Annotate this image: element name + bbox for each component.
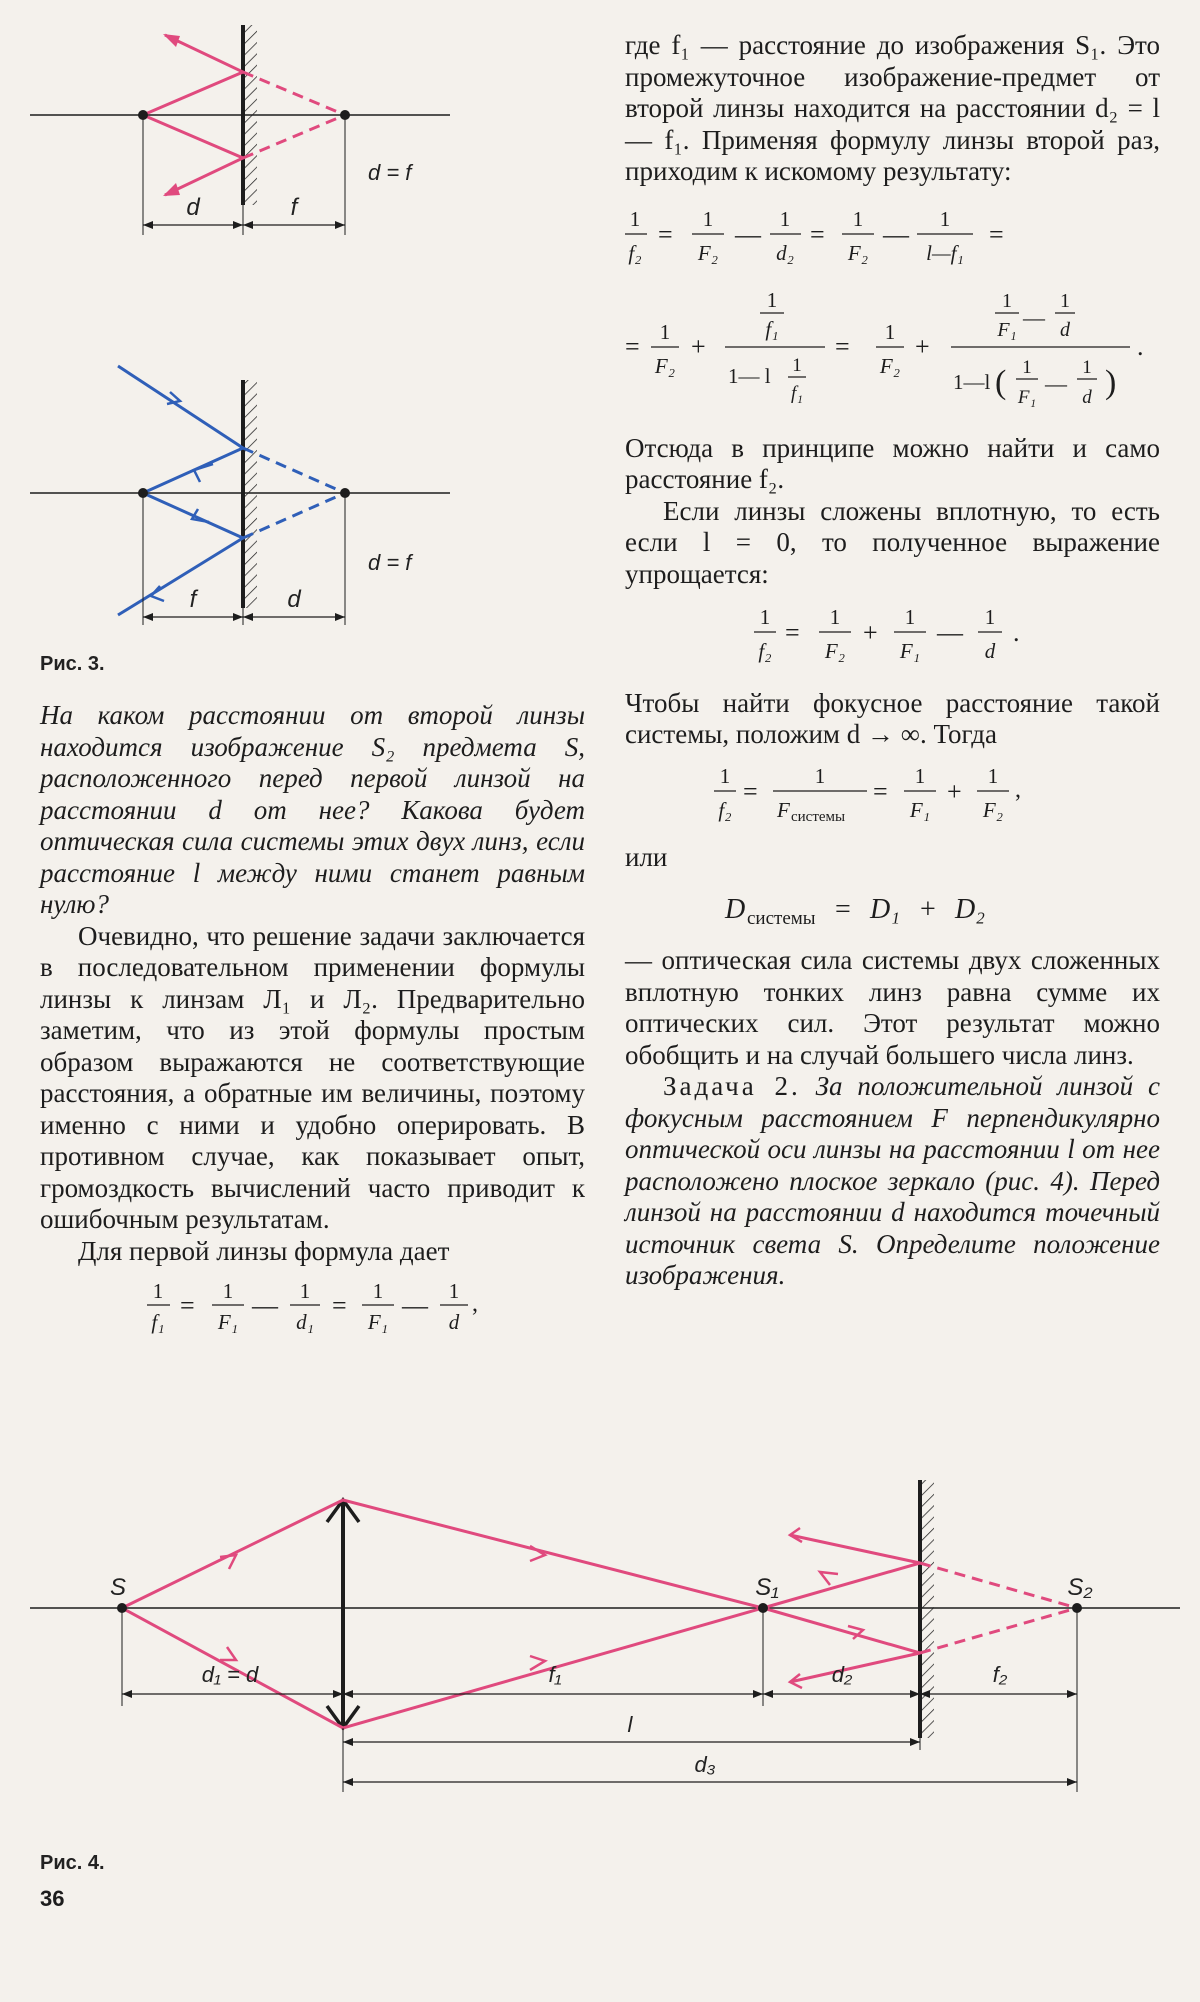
label-d3: d₃ <box>694 1752 716 1777</box>
page-number: 36 <box>40 1886 65 1911</box>
label-f2: f₂ <box>992 1662 1008 1687</box>
svg-text:1: 1 <box>1002 290 1012 312</box>
ray-arrow-4 <box>530 1656 545 1670</box>
virtual-ray-upper <box>243 72 345 115</box>
svg-text:1: 1 <box>629 206 641 231</box>
svg-text:1: 1 <box>759 605 771 629</box>
figure-3-top <box>30 20 450 310</box>
svg-text:1—l: 1—l <box>953 370 991 394</box>
svg-text:1: 1 <box>702 206 714 231</box>
problem-question: На каком расстоянии от второй линзы находится изображение S₂ предмета S, расположенного перед первой линзой на расстоянии d от нее? Какова будет оптическая сила системы этих двух линз, если расстояние l между ними станет равным нулю? <box>40 700 585 919</box>
ray-lower <box>143 115 243 195</box>
svg-text:—: — <box>883 219 909 249</box>
svg-text:1: 1 <box>719 763 731 788</box>
svg-text:+: + <box>691 332 706 361</box>
svg-text:1: 1 <box>987 763 999 788</box>
paragraph-where-f1: где f₁ — расстояние до изображения S₁. Это промежуточное изображение-предмет от второй линзы находится на расстоянии d₂ = l — f₁. Применяя формулу линзы второй раз, приходим к искомому результату: <box>625 30 1160 186</box>
svg-text:=: = <box>625 332 640 361</box>
ray-arrow-2 <box>220 1647 236 1660</box>
svg-text:1: 1 <box>792 355 802 376</box>
svg-text:1: 1 <box>372 1279 384 1303</box>
ray-upper <box>143 35 243 115</box>
svg-text:d₁: d₁ <box>296 1310 314 1334</box>
svg-text:F₁: F₁ <box>367 1310 389 1334</box>
paragraph-solution: Очевидно, что решение задачи заключается в последовательном применении формулы линзы к линзам Л₁ и Л₂. Предварительно заметим, что из этой формулы простым образом выражаются не соответствующие расстояния, а обратные им величины, поэтому именно с ними и удобно оперировать. В противном случае, как показывает опыт, громоздкость вычислений часто приводит к ошибочным результатам. <box>40 920 585 1234</box>
svg-text:.: . <box>1013 618 1020 647</box>
virtual-ray-lower <box>920 1608 1077 1653</box>
svg-text:1: 1 <box>829 605 841 629</box>
svg-text:—: — <box>402 1291 428 1320</box>
svg-text:f₂: f₂ <box>758 639 772 663</box>
svg-text:—: — <box>252 1291 278 1320</box>
paragraph-find-f2: Отсюда в принципе можно найти и само расстояние f₂. <box>625 432 1160 494</box>
svg-text:F₁: F₁ <box>217 1310 239 1334</box>
svg-text:F₁: F₁ <box>1017 387 1037 408</box>
svg-text:1: 1 <box>1060 290 1070 312</box>
label-d: d <box>287 586 301 613</box>
svg-text:(: ( <box>995 364 1007 401</box>
ray-arrow-1 <box>220 1555 236 1569</box>
svg-text:=: = <box>810 219 825 249</box>
svg-text:d: d <box>1060 319 1070 341</box>
svg-text:F₁: F₁ <box>909 797 931 822</box>
svg-text:.: . <box>1137 332 1144 361</box>
svg-text:F₂: F₂ <box>879 354 901 378</box>
svg-text:): ) <box>1105 364 1117 401</box>
svg-text:—: — <box>1023 305 1045 330</box>
left-column <box>40 700 585 1351</box>
svg-text:D₁: D₁ <box>870 893 900 925</box>
svg-text:F₂: F₂ <box>654 354 676 378</box>
virtual-ray-upper <box>243 448 345 493</box>
label-d: d <box>186 194 200 221</box>
figure-3-bottom <box>30 360 450 650</box>
svg-text:f₂: f₂ <box>718 797 732 822</box>
svg-text:d: d <box>1082 387 1092 408</box>
svg-text:1: 1 <box>904 605 916 629</box>
equation-f2-line1 <box>625 198 1160 286</box>
right-column <box>625 30 1160 1292</box>
virtual-ray-upper <box>920 1563 1077 1608</box>
svg-text:=: = <box>180 1291 195 1320</box>
svg-text:1: 1 <box>884 320 896 344</box>
svg-text:1: 1 <box>779 206 791 231</box>
svg-text:1: 1 <box>299 1279 311 1303</box>
svg-text:1: 1 <box>852 206 864 231</box>
svg-text:+: + <box>915 332 930 361</box>
svg-text:D: D <box>725 893 746 925</box>
ray-arrow-3 <box>530 1546 545 1561</box>
label-l: l <box>627 1712 633 1737</box>
svg-text:f₁: f₁ <box>791 383 803 404</box>
svg-text:=: = <box>332 1291 347 1320</box>
svg-text:1: 1 <box>984 605 996 629</box>
mirror-hatching <box>245 25 257 205</box>
svg-text:1: 1 <box>814 763 826 788</box>
svg-text:f₁: f₁ <box>765 317 779 341</box>
label-f: f <box>290 194 298 221</box>
svg-text:1: 1 <box>659 320 671 344</box>
arrowhead-lower <box>163 183 180 196</box>
ray-mirror-upper <box>763 1535 920 1608</box>
label-S1: S₁ <box>755 1574 779 1601</box>
svg-text:+: + <box>920 893 936 925</box>
svg-text:1: 1 <box>1022 357 1032 378</box>
svg-text:D₂: D₂ <box>955 893 985 925</box>
svg-text:f₁: f₁ <box>151 1310 165 1334</box>
figure-4 <box>30 1470 1180 1855</box>
ray-lower <box>118 493 243 615</box>
figure-3-caption: Рис. 3. <box>40 653 105 675</box>
svg-text:=: = <box>873 776 888 806</box>
svg-text:=: = <box>835 893 851 925</box>
svg-text:d: d <box>448 1310 460 1334</box>
svg-text:+: + <box>947 776 962 806</box>
svg-text:F: F <box>777 797 790 822</box>
task-2-label: Задача 2. <box>663 1071 801 1101</box>
svg-text:,: , <box>472 1291 478 1317</box>
ray-arrow-2 <box>194 464 213 482</box>
arrowhead-upper <box>163 34 180 47</box>
equation-f1 <box>40 1271 585 1351</box>
paragraph-lenses-together: Если линзы сложены вплотную, то есть если l = 0, то полученное выражение упрощается: <box>625 495 1160 589</box>
svg-text:1: 1 <box>1082 357 1092 378</box>
svg-text:системы: системы <box>747 907 816 929</box>
task-2-text: За положительной линзой с фокусным расстоянием F перпендикулярно оптической оси линзы на расстоянии l от нее расположено плоское зеркало (рис. 4). Перед линзой на расстоянии d находится точечный источник света S. Определите положение изображения. <box>625 1071 1161 1290</box>
svg-text:=: = <box>835 332 850 361</box>
svg-text:,: , <box>1015 776 1021 803</box>
paragraph-first-lens: Для первой линзы формула дает <box>78 1235 450 1266</box>
equation-d-equals-f: d = f <box>368 550 412 575</box>
label-f1: f₁ <box>548 1662 562 1687</box>
svg-text:F₂: F₂ <box>824 639 846 663</box>
paragraph-focal-length: Чтобы найти фокусное расстояние такой системы, положим d → ∞. Тогда <box>625 687 1160 749</box>
svg-text:—: — <box>937 618 963 647</box>
mirror-hatching <box>922 1480 934 1738</box>
equation-simplified <box>625 598 1160 682</box>
svg-text:=: = <box>743 776 758 806</box>
svg-text:f₂: f₂ <box>628 240 642 265</box>
word-ili: или <box>625 842 668 872</box>
ray-arrow-5 <box>820 1572 838 1585</box>
svg-text:1: 1 <box>448 1279 460 1303</box>
svg-text:=: = <box>658 219 673 249</box>
svg-text:=: = <box>989 219 1004 249</box>
label-S: S <box>109 1574 127 1601</box>
svg-text:1— l: 1— l <box>728 364 771 388</box>
label-d1-equals-d: d₁ = d <box>201 1662 259 1687</box>
svg-text:F₁: F₁ <box>997 319 1017 341</box>
svg-text:+: + <box>863 618 878 647</box>
svg-text:F₂: F₂ <box>847 240 869 265</box>
task-2 <box>625 1071 1160 1292</box>
svg-text:—: — <box>735 219 761 249</box>
svg-text:F₂: F₂ <box>982 797 1004 822</box>
svg-text:системы: системы <box>791 808 846 825</box>
svg-text:1: 1 <box>152 1279 164 1303</box>
figure-4-caption: Рис. 4. <box>40 1852 105 1874</box>
svg-text:1: 1 <box>766 289 778 312</box>
equation-system <box>625 757 1160 839</box>
svg-text:1: 1 <box>939 206 951 231</box>
svg-text:d₂: d₂ <box>776 240 794 265</box>
equation-D-system <box>625 884 1160 942</box>
mirror-hatching <box>245 380 257 608</box>
virtual-ray-lower <box>243 115 345 158</box>
ray-upper <box>122 1500 763 1608</box>
label-d2: d₂ <box>831 1662 853 1687</box>
svg-text:F₁: F₁ <box>899 639 921 663</box>
svg-text:1: 1 <box>914 763 926 788</box>
svg-text:d: d <box>984 639 996 663</box>
svg-text:F₂: F₂ <box>697 240 719 265</box>
svg-text:l—f₁: l—f₁ <box>926 240 964 265</box>
svg-text:1: 1 <box>222 1279 234 1303</box>
virtual-ray-lower <box>243 493 345 538</box>
svg-text:—: — <box>1045 371 1067 396</box>
paragraph-optical-power: — оптическая сила системы двух сложенных вплотную тонких линз равна сумме их оптических сил. Этот результат можно обобщить и на случай большего числа линз. <box>625 945 1160 1070</box>
label-S2: S₂ <box>1067 1574 1093 1601</box>
equation-f2-line2 <box>625 289 1160 427</box>
svg-text:=: = <box>785 618 800 647</box>
ray-upper <box>118 366 243 493</box>
label-f: f <box>189 586 197 613</box>
equation-d-equals-f: d = f <box>368 160 412 185</box>
